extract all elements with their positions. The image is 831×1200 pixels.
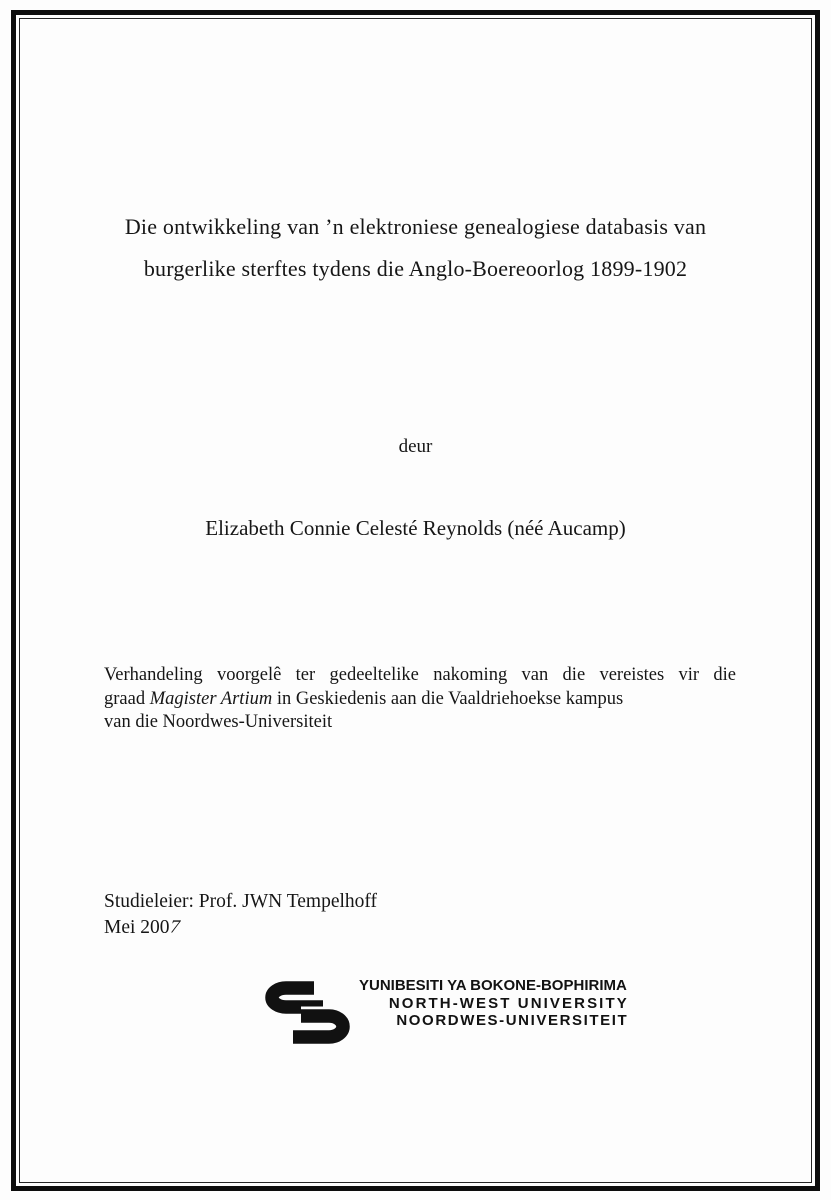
logo-name-setswana: YUNIBESITI YA BOKONE-BOPHIRIMA: [359, 977, 627, 994]
university-logo: [257, 971, 627, 1052]
date-last-digit: 7: [167, 917, 182, 937]
logo-name-english: NORTH-WEST UNIVERSITY: [388, 994, 629, 1012]
statement-degree-prefix: graad: [104, 688, 150, 709]
statement-degree-name: Magister Artium: [149, 688, 273, 709]
thesis-title-line-2: burgerlike sterftes tydens die Anglo-Boereoorlog 1899-1902: [143, 256, 688, 281]
date-line: [104, 915, 377, 941]
thesis-title-line-1: Die ontwikkeling van ’n elektroniese genealogiese databasis van: [124, 214, 707, 239]
byline-deur: deur: [398, 436, 433, 457]
supervisor-line: Studieleier: Prof. JWN Tempelhoff: [104, 891, 378, 912]
date-prefix: Mei 200: [104, 916, 170, 938]
logo-name-afrikaans: NOORDWES-UNIVERSITEIT: [396, 1012, 629, 1029]
thesis-title: [60, 206, 771, 290]
submission-statement-line-1: Verhandeling voorgelê ter gedeeltelike nakoming van die vereistes vir die: [104, 665, 736, 685]
statement-degree-suffix: in Geskiedenis aan die Vaaldriehoekse kampus: [272, 688, 624, 709]
submission-statement: [104, 664, 736, 735]
author-name: Elizabeth Connie Celesté Reynolds (néé Aucamp): [205, 516, 626, 540]
submission-statement-line-2: [104, 688, 736, 712]
nwu-interlocked-links-icon: [257, 974, 357, 1052]
submission-statement-line-3: van die Noordwes-Universiteit: [104, 712, 333, 732]
supervisor-and-date: [104, 889, 377, 940]
university-logo-wordmark: [359, 977, 627, 1030]
